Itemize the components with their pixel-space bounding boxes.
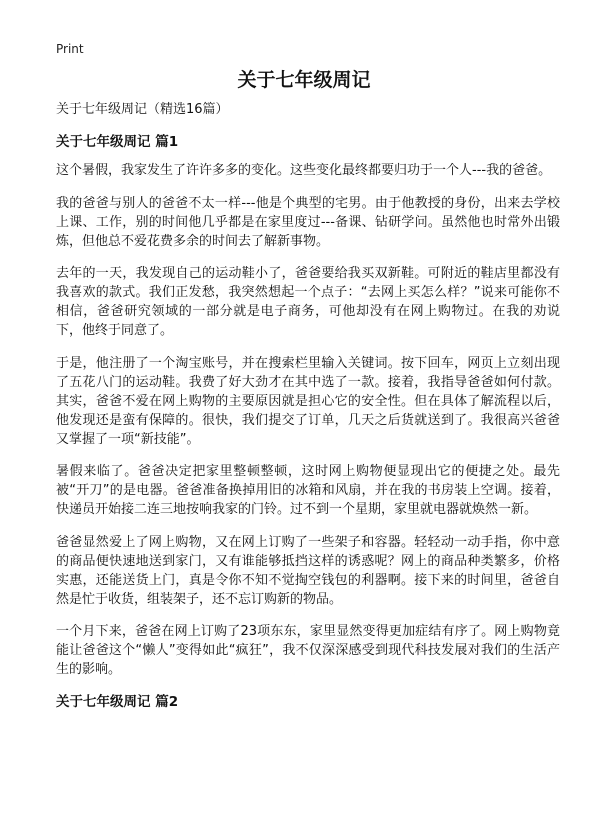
print-link[interactable]: Print <box>56 42 84 56</box>
page-title: 关于七年级周记 <box>237 69 371 91</box>
section-1 <box>56 133 560 679</box>
section-2 <box>56 693 560 711</box>
paragraph: 我的爸爸与别人的爸爸不太一样---他是个典型的宅男。由于他教授的身份，出来去学校上课、工作，别的时间他几乎都是在家里度过---备课、钻研学问。虽然他也时常外出锻炼，但他总不爱花费多余的时间去了解新事物。 <box>56 195 560 249</box>
paragraph: 于是，他注册了一个淘宝账号，并在搜索栏里输入关键词。按下回车，网页上立刻出现了五花八门的运动鞋。我费了好大劲才在其中选了一款。接着，我指导爸爸如何付款。其实，爸爸不爱在网上购物的主要原因就是担心它的安全性。但在具体了解流程以后，他发现还是蛮有保障的。很快，我们提交了订单，几天之后货就送到了。我很高兴爸爸又掌握了一项“新技能”。 <box>56 355 560 447</box>
paragraph: 爸爸显然爱上了网上购物，又在网上订购了一些架子和容器。轻轻动一动手指，你中意的商品便快速地送到家门，又有谁能够抵挡这样的诱惑呢？网上的商品种类繁多，价格实惠，还能送货上门，真是令你不知不觉掏空钱包的利器啊。接下来的时间里，爸爸自然是忙于收货，组装架子，还不忘订购新的物品。 <box>56 534 560 607</box>
section-heading: 关于七年级周记 篇2 <box>56 693 179 710</box>
section-heading: 关于七年级周记 篇1 <box>56 134 179 150</box>
paragraph: 这个暑假，我家发生了许许多多的变化。这些变化最终都要归功于一个人---我的爸爸。 <box>56 163 552 178</box>
paragraph: 暑假来临了。爸爸决定把家里整顿整顿，这时网上购物便显现出它的便捷之处。最先被“开刀”的是电器。爸爸准备换掉用旧的冰箱和风扇，并在我的书房装上空调。接着，快递员开始接二连三地按响我家的门铃。过不到一个星期，家里就电器就焕然一新。 <box>56 464 560 517</box>
paragraph: 去年的一天，我发现自己的运动鞋小了，爸爸要给我买双新鞋。可附近的鞋店里都没有我喜欢的款式。我们正发愁，我突然想起一个点子：“去网上买怎么样？”说来可能你不相信，爸爸研究领域的一部分就是电子商务，可他却没有在网上购物过。在我的劝说下，他终于同意了。 <box>56 266 560 338</box>
paragraph: 一个月下来，爸爸在网上订购了23项东东，家里显然变得更加症结有序了。网上购物竟能让爸爸这个“懒人”变得如此“疯狂”，我不仅深深感受到现代科技发展对我们的生活产生的影响。 <box>56 624 560 677</box>
document-subtitle: 关于七年级周记（精选16篇） <box>56 102 229 117</box>
